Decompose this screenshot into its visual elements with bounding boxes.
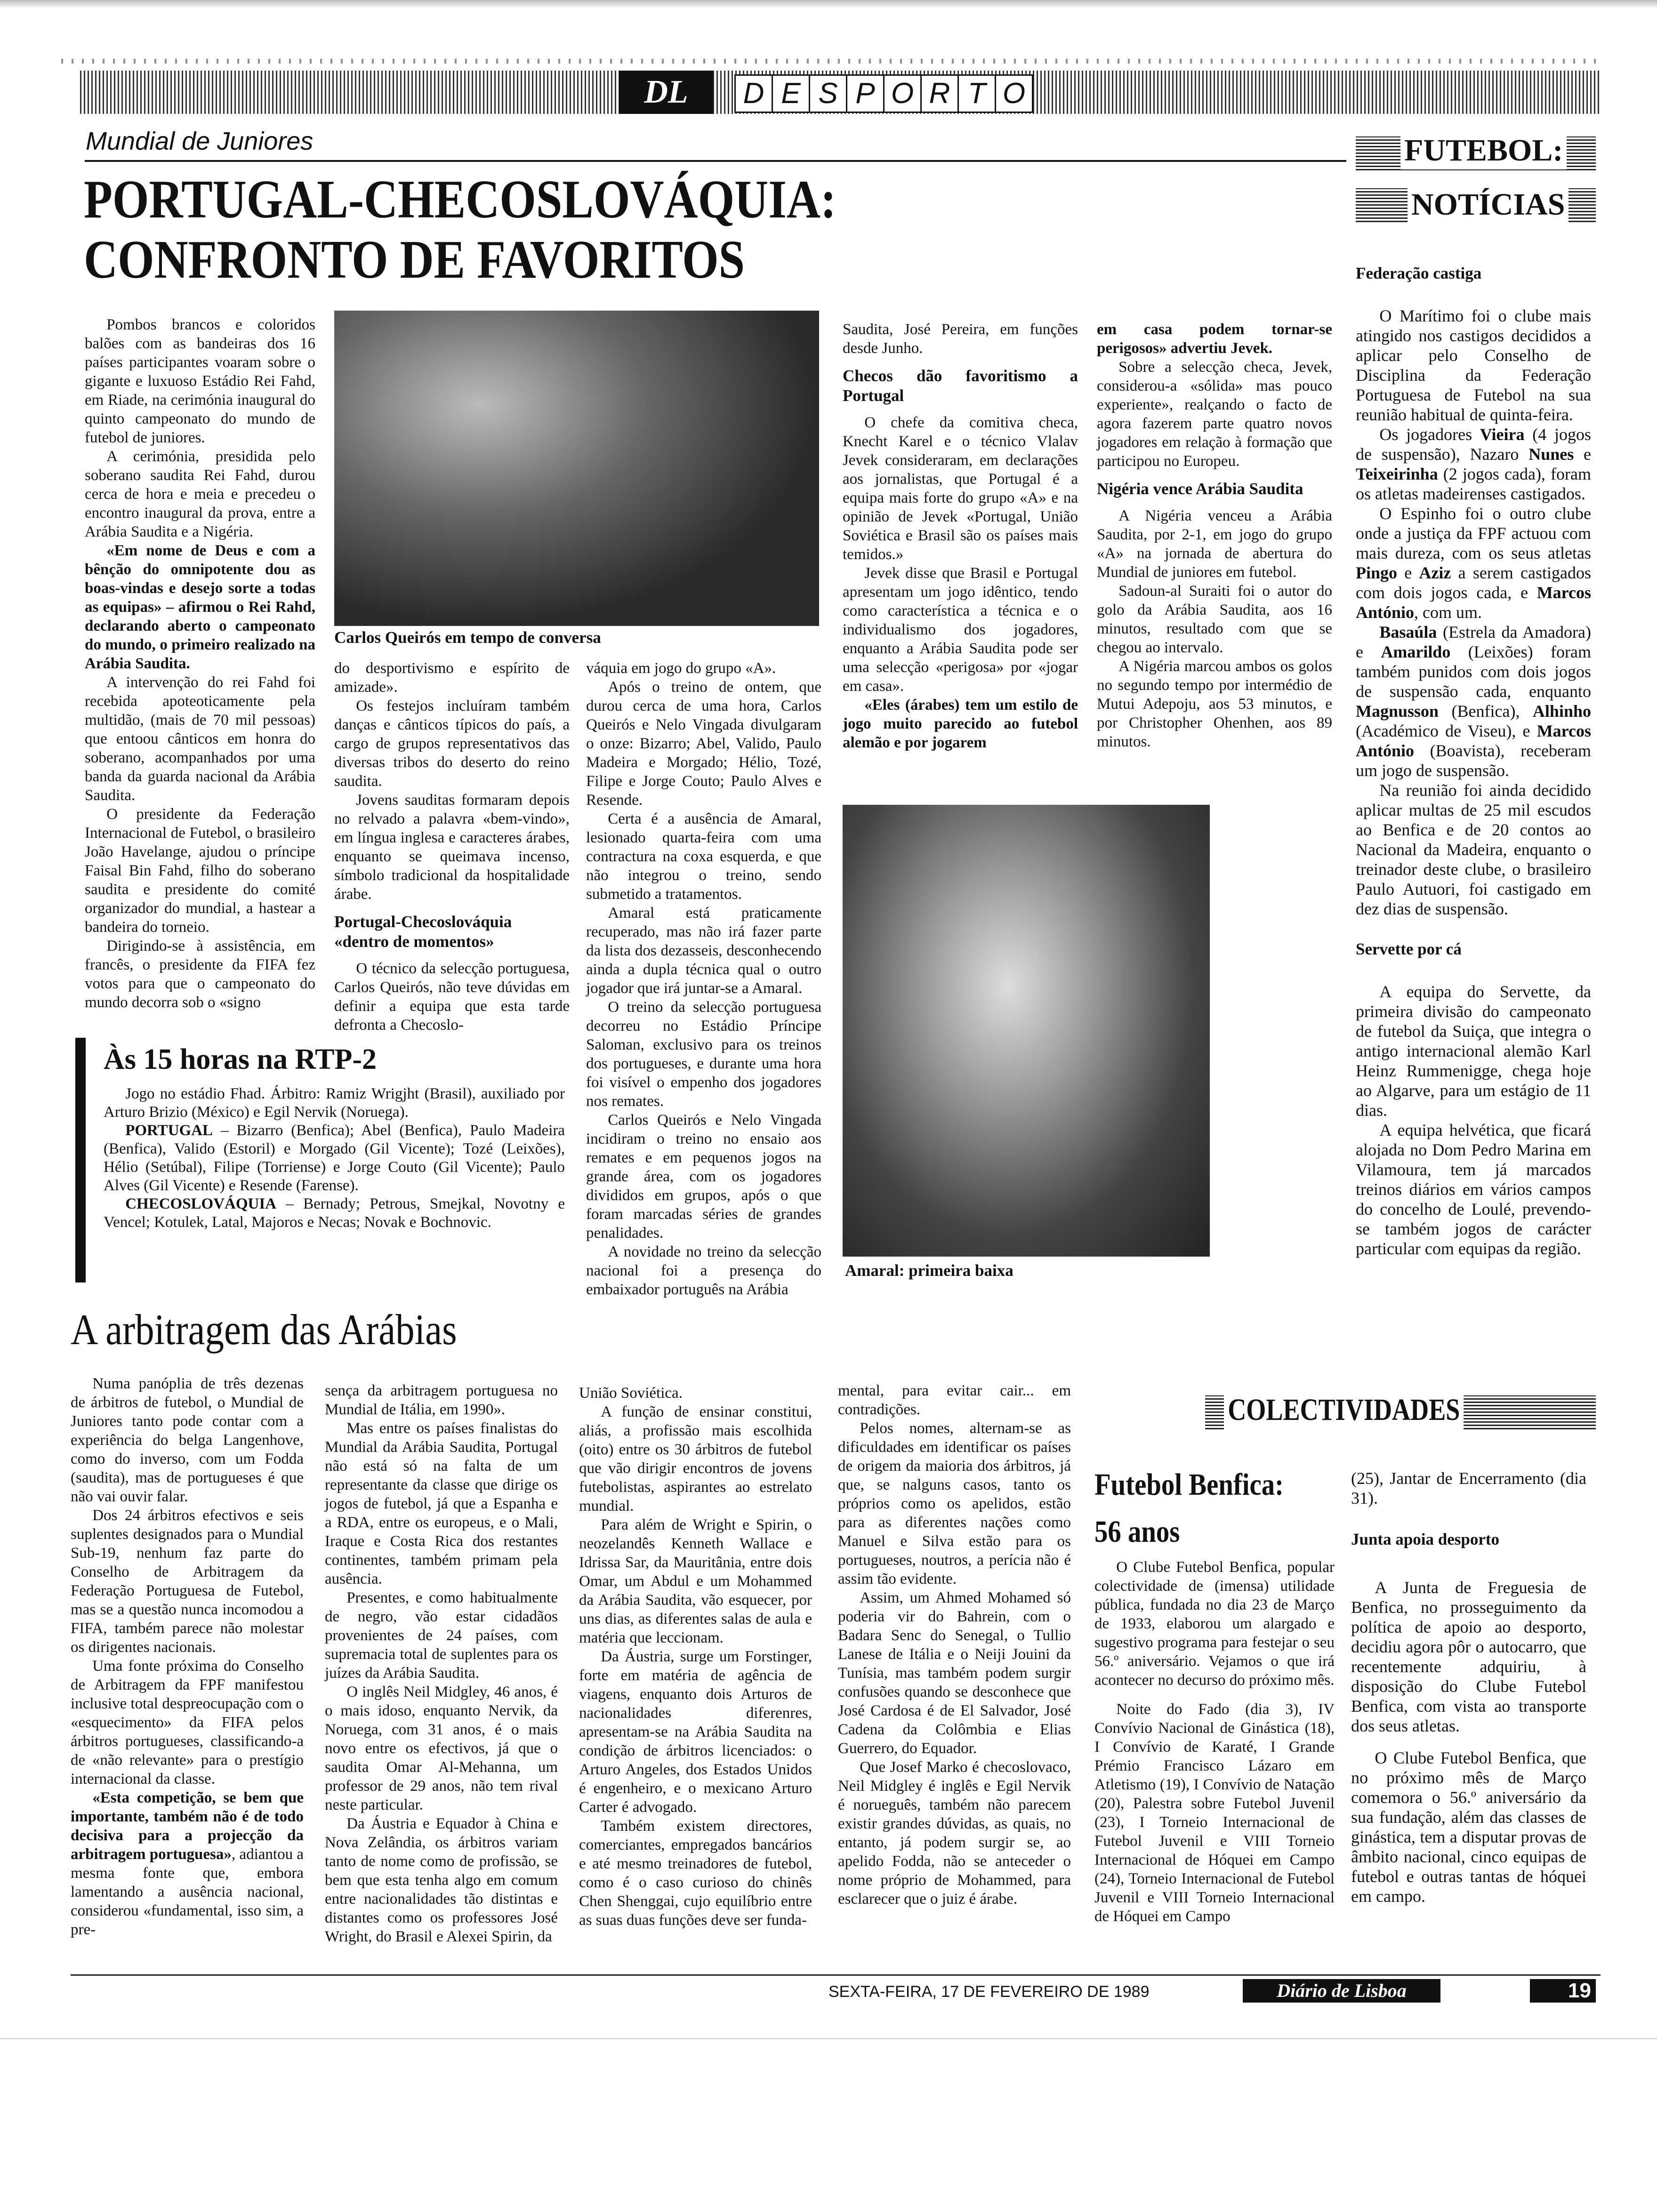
paragraph	[71, 1788, 304, 1939]
text: O Espinho foi o outro clube onde a justiça da FPF actuou com mais dureza, com os seus atletas	[1356, 504, 1591, 562]
player-name: Marcos António	[1356, 721, 1591, 760]
paragraph: váquia em jogo do grupo «A».	[586, 660, 776, 677]
text: (Leixões) foram também punidos com dois jogos de suspensão cada, enquanto	[1356, 642, 1591, 701]
section-letter: E	[773, 74, 810, 113]
paragraph: A intervenção do rei Fahd foi recebida apoteoticamente pela multidão, (mais de 70 mil pessoas) que entoou cânticos em honra do soberano, acompanhados por uma banda da guarda nacional da Arábia Saudita.	[85, 674, 315, 804]
arab-col3	[579, 1384, 812, 1930]
quote-rest: , adiantou a mesma fonte que, embora lamentando a ausência nacional, considerou «fundamental, isso sim, a pre-	[71, 1846, 304, 1938]
masthead-logo: DL	[619, 71, 713, 114]
text: (Benfica),	[1439, 702, 1533, 721]
scan-edge-bottom	[0, 2038, 1657, 2039]
scan-edge-top	[0, 0, 1657, 8]
paragraph: Mas entre os países finalistas do Mundial da Arábia Saudita, Portugal não está só na falta de um representante da classe que dirige os jogos de futebol, já que a Espanha e a RDA, entre os europeus, e o Mali, Iraque e Costa Rica dos restantes continentes, também primam pela ausência.	[325, 1420, 558, 1587]
paragraph: Jovens sauditas formaram depois no relvado a palavra «bem-vindo», em língua inglesa e caracteres árabes, enquanto se queimava incenso, símbolo tradicional da hospitalidade árabe.	[334, 792, 570, 903]
section-letter: P	[847, 74, 885, 113]
subhead: Junta apoia desporto	[1351, 1530, 1500, 1548]
arab-col4	[838, 1381, 1071, 1908]
main-headline-line1: PORTUGAL-CHECOSLOVÁQUIA:	[84, 169, 837, 230]
photo-carlos-queiros	[334, 311, 819, 626]
paragraph: Jevek disse que Brasil e Portugal apresentam um jogo idêntico, tendo como característica a técnica e o individualismo dos jogadores, enquanto a Arábia Saudita pode ser uma selecção «perigosa» por «jogar em casa».	[843, 565, 1078, 695]
paragraph: do desportivismo e espírito de amizade».	[334, 660, 570, 696]
colect-col2	[1351, 1468, 1586, 1906]
paragraph: Carlos Queirós e Nelo Vingada incidiram o treino no ensaio aos remates e em pequenos jogos na grande área, com os jogadores divididos em grupos, após o que foram marcadas séries de grandes penalidades.	[586, 1112, 821, 1242]
paragraph	[104, 1195, 565, 1232]
subhead: Federação castiga	[1356, 264, 1482, 282]
photo1-caption: Carlos Queirós em tempo de conversa	[334, 628, 601, 647]
team-label: CHECOSLOVÁQUIA	[125, 1195, 277, 1212]
paragraph: Da Áustria, surge um Forstinger, forte em matéria de agência de viagens, enquanto dois Arturos de nacionalidades diferenres, apresentam-se na Arábia Saudita na condição de árbitros licenciados: o Arturo Angeles, dos Estados Unidos é engenheiro, e o mexicano Arturo Carter é advogado.	[579, 1648, 812, 1816]
paragraph-bold: em casa podem tornar-se perigosos» advertiu Jevek.	[1097, 321, 1332, 357]
team-lineup: – Bernady; Petrous, Smejkal, Novotny e Vencel; Kotulek, Latal, Majoros e Necas; Novak e Bochnovic.	[104, 1195, 565, 1231]
main-col1	[85, 315, 315, 1012]
text: (Estrela da Amadora) e	[1356, 623, 1591, 661]
footer-page-number: 19	[1530, 1979, 1596, 2003]
paragraph: O técnico da selecção portuguesa, Carlos Queirós, não teve dúvidas em definir a equipa que esta tarde defronta a Checoslo-	[334, 960, 570, 1034]
text: a serem castigados com dois jogos cada, e	[1356, 563, 1591, 602]
player-name: Aziz	[1419, 563, 1451, 582]
paragraph: Assim, um Ahmed Mohamed só poderia vir do Bahrein, com o Badara Senc do Senegal, o Tullio Lanese de Itália e o Neiji Jouini da Tunísia, mas também podem surgir confusões quando se desconhece que José Cardosa é de El Salvador, José Cadena da Colômbia e Elias Guerrero, do Equador.	[838, 1589, 1071, 1757]
paragraph: Para além de Wright e Spirin, o neozelandês Kenneth Wallace e Idrissa Sar, da Mauritânia, entre dois Omar, um Abdul e um Mohammed da Arábia Saudita, vão esquecer, por uns dias, as diferentes salas de aula e matéria que leccionam.	[579, 1516, 812, 1646]
text: e	[1574, 445, 1592, 464]
paragraph: União Soviética.	[579, 1385, 683, 1402]
paragraph-bold: «Em nome de Deus e com a bênção do omnipotente dou as boas-vindas e desejo sorte a todas as equipas» – afirmou o Rei Rahd, declarando aberto o campeonato do mundo, o primeiro realizado na Arábia Saudita.	[85, 542, 315, 672]
main-headline	[84, 169, 836, 290]
player-name: Basaúla	[1379, 623, 1437, 641]
colect-title-line1: Futebol Benfica:	[1094, 1467, 1284, 1502]
paragraph: O chefe da comitiva checa, Knecht Karel e o técnico Vlalav Jevek consideraram, em declarações aos jornalistas, que Portugal é a equipa mais forte do grupo «A» e na opinião de Jevek «Portugal, União Soviética e Brasil são os países mais temidos.»	[843, 414, 1078, 563]
paragraph	[1356, 622, 1591, 780]
rtp-box-bar	[75, 1038, 86, 1282]
player-name: Amarildo	[1381, 642, 1451, 661]
team-label: PORTUGAL	[125, 1122, 213, 1139]
text: e	[1397, 563, 1419, 582]
player-name: Teixeirinha	[1356, 465, 1438, 483]
text: , com um.	[1414, 603, 1482, 622]
subhead: Nigéria vence Arábia Saudita	[1097, 480, 1303, 498]
paragraph	[1356, 425, 1591, 504]
player-name: Pingo	[1356, 563, 1398, 582]
team-lineup: – Bizarro (Benfica); Abel (Benfica), Paulo Madeira (Benfica), Valido (Estoril) e Morgado (Gil Vicente); Tozé (Leixões), Hélio (Setúbal), Filipe (Torriense) e Jorge Couto (Gil Vicente); Paulo Alves (Gil Vicente) e Resende (Farense).	[104, 1122, 565, 1194]
rtp-box-body	[104, 1085, 565, 1232]
paragraph: sença da arbitragem portuguesa no Mundial de Itália, em 1990».	[325, 1382, 558, 1418]
futebol-header-line1: FUTEBOL:	[1400, 132, 1567, 169]
main-col3	[586, 659, 821, 1299]
subhead: Checos dão favoritismo a Portugal	[843, 367, 1078, 405]
paragraph: Pombos brancos e coloridos balões com as bandeiras dos 16 países participantes voaram sobre o gigante e luxuoso Estádio Rei Fahd, em Riade, na cerimónia inaugural do quinto campeonato do mundo de futebol de juniores.	[85, 316, 315, 446]
paragraph: O Clube Futebol Benfica, que no próximo mês de Março comemora o 56.º aniversário da sua fundação, além das classes de ginástica, tem a disputar provas de âmbito nacional, cinco equipas de futebol e outras tantas de hóquei em campo.	[1351, 1748, 1586, 1906]
paragraph: O Clube Futebol Benfica, popular colectividade de (imensa) utilidade pública, fundada no dia 23 de Março de 1933, elaborou um alargado e sugestivo programa para festejar o seu 56.º aniversário. Vejamos o que irá acontecer no decurso do próximo mês.	[1094, 1559, 1335, 1689]
arab-col1	[71, 1374, 304, 1939]
subhead: Servette por cá	[1356, 940, 1462, 958]
colect-title-line2: 56 anos	[1094, 1515, 1180, 1549]
paragraph: Dirigindo-se à assistência, em francês, o presidente da FIFA fez votos para que o campeonato do mundo decorra sob o «signo	[85, 938, 315, 1011]
paragraph: Os festejos incluíram também danças e cânticos típicos do país, a cargo de grupos representativos das diversas tribos do deserto do reino saudita.	[334, 697, 570, 790]
paragraph: Também existem directores, comerciantes, empregados bancários e até mesmo treinadores de futebol, como é o caso curioso do chinês Chen Shenggai, cujo equilíbrio entre as suas duas funções deve ser funda-	[579, 1818, 812, 1929]
paragraph: Noite do Fado (dia 3), IV Convívio Nacional de Ginástica (18), I Convívio de Karaté, I Grande Prémio Francisco Lázaro em Atletismo (19), I Convívio de Natação (20), Palestra sobre Futebol Juvenil (23), I Torneio Internacional de Futebol Juvenil e VIII Torneio Internacional de Hóquei em Campo (24), Torneio Internacional de Futebol Juvenil e VIII Torneio Internacional de Hóquei em Campo	[1094, 1701, 1335, 1925]
paragraph: Sobre a selecção checa, Jevek, considerou-a «sólida» mas pouco experiente», realçando o facto de agora fazerem parte quatro novos jogadores em relação à formação que participou no Europeu.	[1097, 359, 1332, 470]
paragraph: Jogo no estádio Fhad. Árbitro: Ramiz Wrigjht (Brasil), auxiliado por Arturo Brizio (México) e Egil Nervik (Noruega).	[104, 1085, 565, 1121]
paragraph: Da Áustria e Equador à China e Nova Zelândia, os árbitros variam tanto de nome como de profissão, se bem que esta tenha algo em comum entre nacionalidades tão distintas e distantes como os professores José Wright, do Brasil e Alexei Spirin, da	[325, 1815, 558, 1945]
paragraph: O inglês Neil Midgley, 46 anos, é o mais idoso, enquanto Nervik, da Noruega, com 31 anos, é o mais novo entre os efectivos, já que o saudita Omar Al-Mehanna, um professor de 29 anos, não tem rival neste particular.	[325, 1683, 558, 1813]
text: Os jogadores	[1379, 425, 1480, 444]
footer-paper-name: Diário de Lisboa	[1243, 1979, 1440, 2003]
player-name: Magnusson	[1356, 702, 1439, 721]
footer-date: SEXTA-FEIRA, 17 DE FEVEREIRO DE 1989	[828, 1983, 1150, 2001]
futebol-header-line2: NOTÍCIAS	[1408, 186, 1569, 224]
paragraph: A Nigéria marcou ambos os golos no segundo tempo por intermédio de Mutui Adepoju, aos 53 minutos, e por Christopher Ohenhen, aos 89 minutos.	[1097, 658, 1332, 750]
player-name: Alhinho	[1532, 702, 1591, 721]
section-letter: O	[885, 74, 922, 113]
section-letter: R	[922, 74, 959, 113]
section-letter: S	[810, 74, 847, 113]
paragraph: O Marítimo foi o clube mais atingido nos castigos decididos a aplicar pelo Conselho de Disciplina da Federação Portuguesa de Futebol na sua reunião habitual de quinta-feira.	[1356, 306, 1591, 424]
colect-title	[1094, 1461, 1284, 1555]
paragraph: A função de ensinar constitui, aliás, a profissão mais escolhida (oito) entre os 30 árbitros de futebol que vão dirigir encontros de jovens futebolistas, aspirantes ao estrelato mundial.	[579, 1403, 812, 1515]
paragraph: Saudita, José Pereira, em funções desde Junho.	[843, 321, 1078, 357]
kicker: Mundial de Juniores	[86, 127, 314, 155]
rtp-box	[75, 1038, 567, 1292]
paragraph: Numa panóplia de três dezenas de árbitros de futebol, o Mundial de Juniores tanto pode contar com a experiência do belga Langenhove, como do inverso, com um Fodda (saudita), mas de portugueses é que não vai ouvir falar.	[71, 1375, 304, 1505]
paragraph: A novidade no treino da selecção nacional foi a presença do embaixador português na Arábia	[586, 1243, 821, 1298]
scan-tickmarks	[61, 59, 1601, 64]
paragraph: (25), Jantar de Encerramento (dia 31).	[1351, 1469, 1586, 1507]
section-label	[734, 74, 1033, 111]
paragraph: Presentes, e como habitualmente de negro, vão estar cidadãos provenientes de 24 países, com supremacia total de suplentes para os juízes da Arábia Saudita.	[325, 1589, 558, 1682]
paragraph: A Nigéria venceu a Arábia Saudita, por 2-1, em jogo do grupo «A» na jornada de abertura do Mundial de juniores em futebol.	[1097, 507, 1332, 581]
paragraph: Uma fonte próxima do Conselho de Arbitragem da FPF manifestou inclusive total despreocupação com o «esquecimento» da FIFA pelos árbitros portugueses, classificando-a de «não relevante» para o prestígio internacional da classe.	[71, 1658, 304, 1787]
paragraph: Após o treino de ontem, que durou cerca de uma hora, Carlos Queirós e Nelo Vingada divulgaram o onze: Bizarro; Abel, Valido, Paulo Madeira e Morgado; Hélio, Tozé, Filipe e Jorge Couto; Paulo Alves e Resende.	[586, 679, 821, 809]
paragraph: Dos 24 árbitros efectivos e seis suplentes designados para o Mundial Sub-19, nenhum faz parte do Conselho de Arbitragem da Federação Portuguesa de Futebol, mas se a questão nunca incomodou a FIFA, também parece não molestar os dirigentes nacionais.	[71, 1507, 304, 1656]
section-letter: O	[996, 74, 1033, 113]
colect-col1	[1094, 1558, 1335, 1926]
quote-bold: «Esta competição, se bem que importante, também não é de todo decisiva para a projecção da arbitragem portuguesa»	[71, 1789, 304, 1863]
subhead: Portugal-Checoslováquia «dentro de momentos»	[334, 913, 512, 951]
paragraph: A cerimónia, presidida pelo soberano saudita Rei Fahd, durou cerca de hora e meia e precedeu o encontro inaugural da prova, entre a Arábia Saudita e a Nigéria.	[85, 448, 315, 540]
paragraph: mental, para evitar cair... em contradições.	[838, 1382, 1071, 1418]
kicker-rule	[85, 160, 1346, 162]
text: (Boavista), receberam um jogo de suspensão.	[1356, 741, 1591, 780]
main-col2	[334, 659, 570, 1034]
paragraph	[1356, 504, 1591, 622]
section-letter: T	[959, 74, 996, 113]
paragraph: O treino da selecção portuguesa decorreu no Estádio Príncipe Saloman, exclusivo para os treinos dos portugueses, e durante uma hora foi visível o empenho dos jogadores nos remates.	[586, 999, 821, 1110]
photo2-caption: Amaral: primeira baixa	[845, 1261, 1014, 1280]
text: (Académico de Viseu), e	[1356, 721, 1537, 740]
photo-amaral	[843, 805, 1210, 1257]
paragraph: Pelos nomes, alternam-se as dificuldades em identificar os países de origem da maioria dos árbitros, já que, se nalguns casos, tanto os próprios como os apelidos, estão para as diferentes nações como Manuel e Silva estão para os portugueses, noutros, a perícia não é assim tão evidente.	[838, 1420, 1071, 1587]
paragraph: Amaral está praticamente recuperado, mas não irá fazer parte da lista dos dezasseis, desconhecendo ainda a dupla técnica qual o outro jogador que irá juntar-se a Amaral.	[586, 905, 821, 997]
paragraph: Na reunião foi ainda decidido aplicar multas de 25 mil escudos ao Benfica e de 20 contos ao Nacional da Madeira, enquanto o treinador deste clube, o brasileiro Paulo Autuori, foi castigado em dez dias de suspensão.	[1356, 781, 1591, 918]
main-headline-line2: CONFRONTO DE FAVORITOS	[84, 230, 745, 290]
rtp-box-title: Às 15 horas na RTP-2	[104, 1043, 377, 1075]
paragraph: Que Josef Marko é checoslovaco, Neil Midgley é inglês e Egil Nervik é norueguês, também não parecem existir grandes dúvidas, as quais, no entanto, já podem surgir se, ao apelido Fodda, não se anteceder o nome próprio de Mohammed, para esclarecer que o juiz é árabe.	[838, 1759, 1071, 1907]
paragraph	[104, 1122, 565, 1195]
paragraph: O presidente da Federação Internacional de Futebol, o brasileiro João Havelange, ajudou o príncipe Faisal Bin Fahd, filho do soberano saudita e presidente do comité organizador do mundial, a hastear a bandeira do torneio.	[85, 806, 315, 936]
text: (2 jogos cada), foram os atletas madeirenses castigados.	[1356, 465, 1591, 503]
section-letter: D	[734, 74, 773, 113]
footer-rule	[71, 1974, 1601, 1976]
paragraph: A equipa do Servette, da primeira divisão do campeonato de futebol da Suiça, que integra o antigo internacional alemão Karl Heinz Rummenigge, chega hoje ao Algarve, para um estágio de 11 dias.	[1356, 982, 1591, 1120]
colect-header: COLECTIVIDADES	[1224, 1391, 1464, 1429]
main-col4	[843, 320, 1078, 752]
paragraph: Certa é a ausência de Amaral, lesionado quarta-feira com uma contractura na coxa esquerda, e que não integrou o treino, sendo submetido a tratamentos.	[586, 810, 821, 903]
paragraph: Sadoun-al Suraiti foi o autor do golo da Arábia Saudita, aos 16 minutos, resultado com que se chegou ao intervalo.	[1097, 583, 1332, 656]
paragraph-bold: «Eles (árabes) tem um estilo de jogo muito parecido ao futebol alemão e por jogarem	[843, 697, 1078, 751]
futebol-col	[1356, 259, 1591, 1258]
arab-col2	[325, 1381, 558, 1946]
paragraph: A Junta de Freguesia de Benfica, no prosseguimento da política de apoio ao desporto, decidiu agora pôr o autocarro, que recentemente adquiriu, à disposição do Clube Futebol Benfica, com vista ao transporte dos seus atletas.	[1351, 1578, 1586, 1735]
arab-headline: A arbitragem das Arábias	[71, 1306, 457, 1354]
text: (4 jogos de suspensão), Nazaro	[1356, 425, 1592, 464]
player-name: Vieira	[1480, 425, 1525, 444]
player-name: Nunes	[1528, 445, 1574, 464]
main-col5	[1097, 320, 1332, 751]
paragraph: A equipa helvética, que ficará alojada no Dom Pedro Marina em Vilamoura, tem já marcados treinos diários em vários campos do concelho de Loulé, prevendo-se também jogos de carácter particular com equipas da região.	[1356, 1121, 1591, 1258]
player-name: Marcos António	[1356, 583, 1591, 622]
